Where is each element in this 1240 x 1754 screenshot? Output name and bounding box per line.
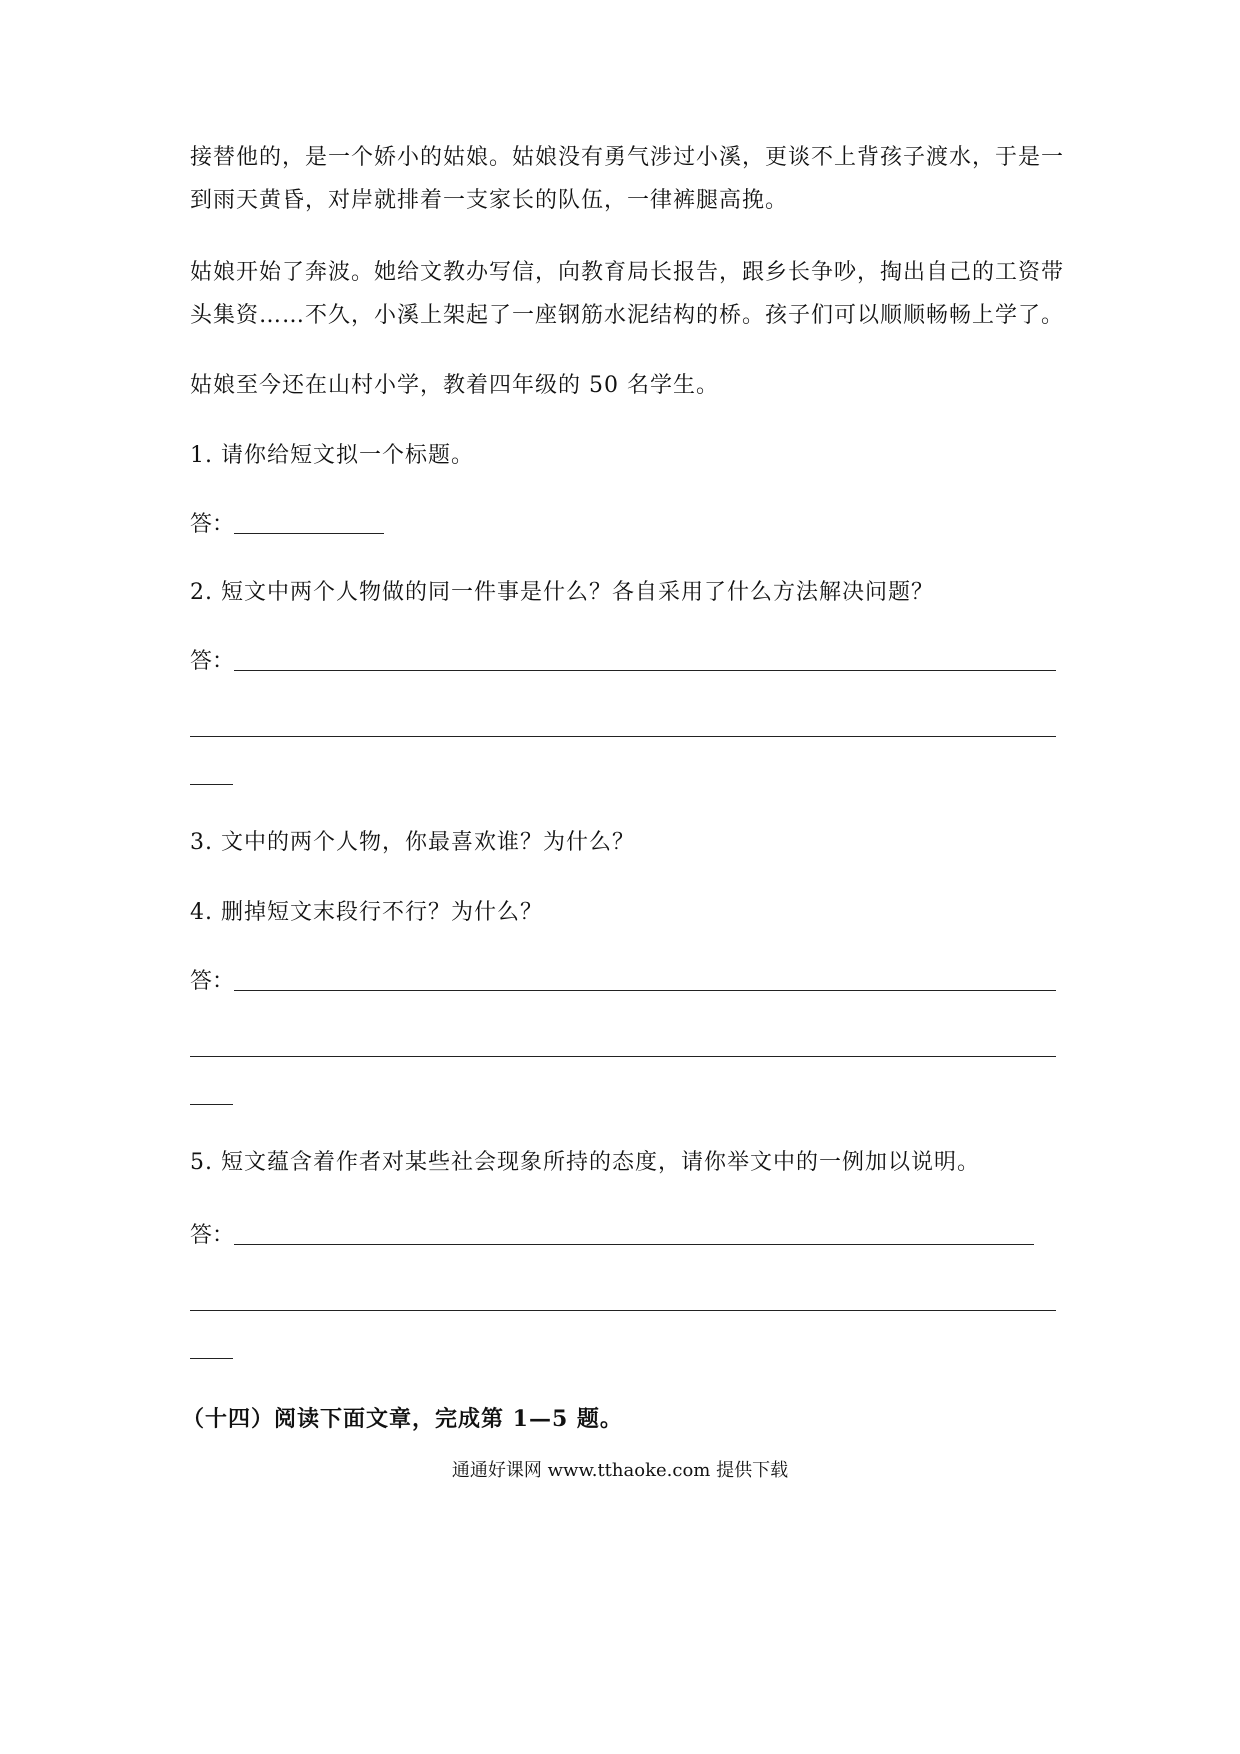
answer-blank[interactable] [234, 670, 1056, 671]
answer-2-line-3[interactable] [190, 761, 233, 791]
passage-paragraph-2-line-2: 头集资……不久，小溪上架起了一座钢筋水泥结构的桥。孩子们可以顺顺畅畅上学了。 [190, 303, 1065, 328]
answer-4-line-2[interactable] [190, 1033, 1056, 1063]
passage-paragraph-1-line-2: 到雨天黄昏，对岸就排着一支家长的队伍，一律裤腿高挽。 [190, 188, 789, 213]
answer-blank[interactable] [190, 1310, 1056, 1311]
answer-5-line-1[interactable] [190, 1221, 1034, 1251]
question-5: 5. 短文蕴含着作者对某些社会现象所持的态度，请你举文中的一例加以说明。 [190, 1150, 980, 1175]
answer-2-line-2[interactable] [190, 713, 1056, 743]
section-heading: （十四）阅读下面文章，完成第 1—5 题。 [182, 1406, 623, 1432]
answer-label: 答： [190, 512, 235, 537]
answer-blank[interactable] [234, 1244, 1034, 1245]
passage-paragraph-1-line-1: 接替他的，是一个娇小的姑娘。姑娘没有勇气涉过小溪，更谈不上背孩子渡水，于是一 [190, 145, 1065, 170]
answer-1-line[interactable] [190, 510, 384, 540]
answer-label: 答： [190, 969, 235, 994]
answer-label: 答： [190, 649, 235, 674]
page-footer: 通通好课网 www.tthaoke.com 提供下载 [451, 1460, 789, 1481]
question-4: 4. 删掉短文末段行不行？为什么？ [190, 900, 543, 925]
answer-5-line-3[interactable] [190, 1335, 233, 1365]
answer-4-line-3[interactable] [190, 1081, 233, 1111]
answer-blank[interactable] [190, 736, 1056, 737]
answer-blank[interactable] [234, 533, 384, 534]
question-2: 2. 短文中两个人物做的同一件事是什么？各自采用了什么方法解决问题？ [190, 580, 934, 605]
answer-blank[interactable] [190, 784, 233, 785]
answer-blank[interactable] [190, 1358, 233, 1359]
passage-paragraph-2-line-1: 姑娘开始了奔波。她给文教办写信，向教育局长报告，跟乡长争吵，掏出自己的工资带 [190, 260, 1065, 285]
answer-blank[interactable] [190, 1056, 1056, 1057]
answer-4-line-1[interactable] [190, 967, 1056, 997]
passage-paragraph-3: 姑娘至今还在山村小学，教着四年级的 50 名学生。 [190, 373, 719, 398]
answer-5-line-2[interactable] [190, 1287, 1056, 1317]
answer-2-line-1[interactable] [190, 647, 1056, 677]
question-1: 1. 请你给短文拟一个标题。 [190, 443, 474, 468]
answer-blank[interactable] [234, 990, 1056, 991]
question-3: 3. 文中的两个人物，你最喜欢谁？为什么？ [190, 830, 635, 855]
answer-blank[interactable] [190, 1104, 233, 1105]
answer-label: 答： [190, 1223, 235, 1248]
